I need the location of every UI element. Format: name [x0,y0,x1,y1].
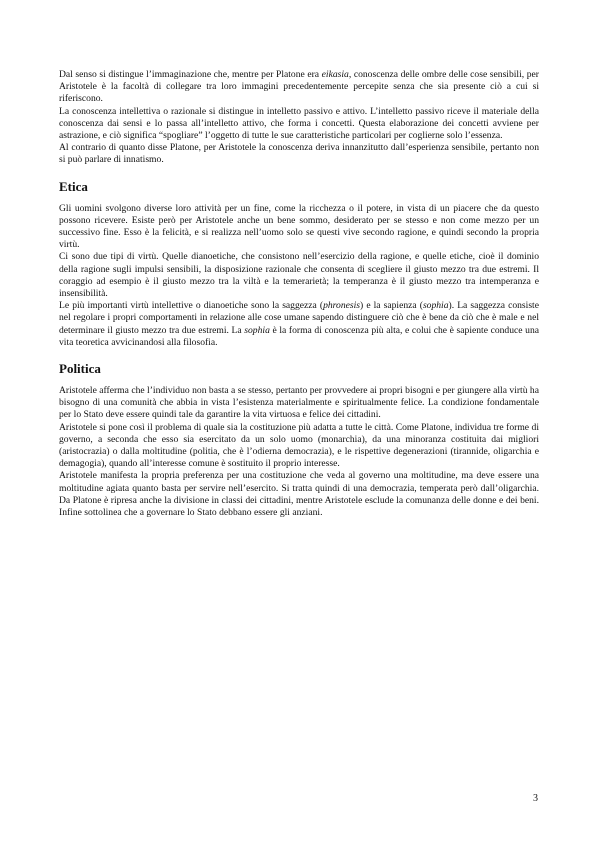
term-eikasia: eikasia [321,69,349,80]
politica-paragraph-3: Aristotele manifesta la propria preferenza per una costituzione che veda al governo una moltitudine, ma deve essere una moltitudine agiata quanto basta per servire nell’esercito. Si tratta quindi di una democrazia, temperata però dall’oligarchia. Da Platone è ripresa anche la divisione in classi dei cittadini, mentre Aristotele esclude la comunanza delle donne e dei beni. Infine sottolinea che a governare lo Stato debbano essere gli anziani. [59,470,539,519]
term-sophia: sophia [422,300,449,312]
intro-paragraph-3: Al contrario di quanto disse Platone, per Aristotele la conoscenza deriva innanzitutto dall’esperienza sensibile, pertanto non si può parlare di innatismo. [59,142,539,166]
text-run: , conoscenza delle ombre delle cose sensibili, per Aristotele è la facoltà di collegare tra loro immagini precedentemente percepite senza che sia presente ciò a cui si riferiscono. [59,69,539,105]
text-run: Le più importanti virtù intellettive o dianoetiche sono la saggezza ( [59,300,324,312]
term-phronesis: phronesis [323,300,361,312]
politica-paragraph-2: Aristotele si pone così il problema di quale sia la costituzione più adatta a tutte le città. Come Platone, individua tre forme di governo, a seconda che esso sia esercitato da un solo uomo (monarchia), da una minoranza costituita dai migliori (aristocrazia) o dalla moltitudine (politia, che è l’odierna democrazia), e le rispettive degenerazioni (tirannide, oligarchia e demagogia), quando all’interesse comune è sostituito il proprio interesse. [59,421,539,470]
term-sophia: sophia [244,324,270,336]
section-title-etica: Etica [59,178,88,194]
text-run: ) e la sapienza ( [360,300,423,312]
etica-paragraph-1: Gli uomini svolgono diverse loro attività per un fine, come la ricchezza o il potere, in vista di un piacere che da questo possono ricevere. Esiste però per Aristotele anche un bene sommo, desiderato per se stesso e non come mezzo per un successivo fine. Esso è la felicità, e si realizza nell’uomo solo se questi vive secondo ragione, e quindi secondo la propria virtù. [59,202,539,251]
text-run: è la forma di conoscenza più alta, e colui che è sapiente conduce una vita teoretica avvicinandosi alla filosofia. [59,324,540,348]
text-run: Dal senso si distingue l’immaginazione che, mentre per Platone era [59,69,322,80]
etica-paragraph-2: Ci sono due tipi di virtù. Quelle dianoetiche, che consistono nell’esercizio della ragione, e quelle etiche, cioè il dominio della ragione sugli impulsi sensibili, la disposizione razionale che consenta di scegliere il giusto mezzo tra due estremi. Il coraggio ad esempio è il giusto mezzo tra la viltà e la temerarietà; la temperanza è il giusto mezzo tra intemperanza e insensibilità. [59,251,539,300]
section-title-politica: Politica [59,361,101,377]
intro-paragraph-2: La conoscenza intellettiva o razionale si distingue in intelletto passivo e attivo. L’intelletto passivo riceve il materiale della conoscenza dai sensi e lo passa all’intelletto attivo, che forma i concetti. Questa elaborazione dei concetti avviene per astrazione, e ciò significa “spogliare” l’oggetto di tutte le sue caratteristiche particolari per coglierne solo l’essenza. [59,105,539,142]
politica-paragraph-1: Aristotele afferma che l’individuo non basta a se stesso, pertanto per provvedere ai propri bisogni e per giungere alla virtù ha bisogno di una comunità che abbia in vista l’esistenza materialmente e spiritualmente felice. La condizione fondamentale per lo Stato deve essere quindi tale da garantire la vita virtuosa e felice dei cittadini. [59,385,539,421]
text-run: ). La saggezza consiste nel regolare i propri comportamenti in relazione alle cose umane sapendo distinguere ciò che è bene da ciò che è male e nel determinare il giusto mezzo tra due estremi. La [59,300,539,336]
page-content [59,69,539,519]
page-number: 3 [533,793,538,804]
intro-paragraph-1 [59,69,539,106]
etica-paragraph-3 [59,300,539,349]
